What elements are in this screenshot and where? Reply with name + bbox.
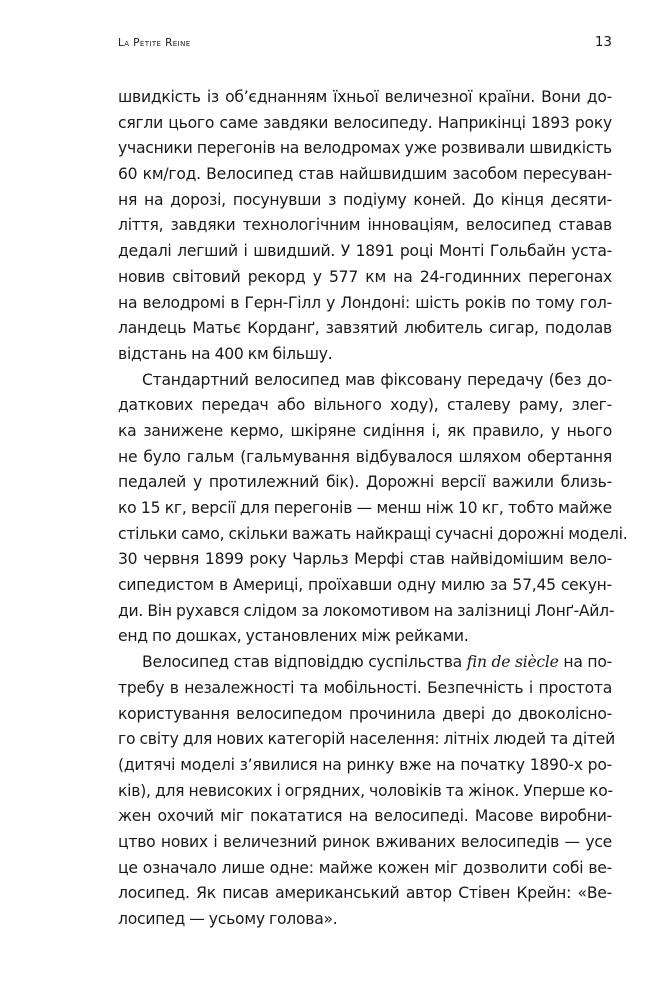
text-line: ня на дорозі, посунувши з подіуму коней. До кінця десяти- [118,190,612,209]
italic-phrase: fin de siècle [466,653,559,672]
text-line [118,650,612,676]
text-line: новив світовий рекорд у 577 км на 24-годинних перегонах [118,267,612,286]
text-line: жен охочий міг покататися на велосипеді. Масове виробни- [118,807,612,826]
text-line: 60 км/год. Велосипед став найшвидшим засобом пересуван- [118,165,612,184]
text-line: го світу для нових категорій населення: літніх людей та дітей [118,730,615,749]
text-line: стільки само, скільки важать найкращі сучасні дорожні моделі. [118,524,628,543]
text-line: ко 15 кг, версії для перегонів — менш ніж 10 кг, тобто майже [118,499,612,517]
paragraph-3 [118,650,615,933]
text-line: сягли цього саме завдяки велосипеду. Наприкінці 1893 року [118,113,612,132]
text-line: сипедистом в Америці, проїхавши одну милю за 57,45 секун- [118,576,612,595]
text-line: швидкість із об’єднанням їхньої величезної країни. Вони до- [118,88,612,106]
text-line: відстань на 400 км більшу. [118,344,333,363]
page-number: 13 [594,34,612,50]
text-line: учасники перегонів на велодромах уже розвивали швидкість [118,139,612,158]
text-line: ків), для невисоких і огрядних, чоловіків та жінок. Уперше ко- [118,781,613,800]
text-line: енд по дошках, установлених між рейками. [118,627,469,646]
paragraph-2 [118,368,628,651]
text-line: педалей у протилежний бік). Дорожні версії важили близь- [118,473,612,492]
paragraph-1 [118,85,612,368]
text-line: на велодромі в Герн-Гілл у Лондоні: шість років по тому гол- [118,293,612,312]
text-span: Велосипед став відповіддю суспільства [142,653,467,672]
text-line: дедалі легший і швидший. У 1891 році Монті Гольбайн уста- [118,242,612,261]
text-span: на по- [558,653,613,672]
text-line: цтво нових і величезний ринок вживаних велосипедів — усе [118,832,612,851]
body-text [118,85,628,933]
text-line: лосипед. Як писав американський автор Стівен Крейн: «Ве- [118,884,612,903]
text-line: Стандартний велосипед мав фіксовану передачу (без до- [142,370,612,389]
text-line: (дитячі моделі з’явилися на ринку вже на початку 1890-х ро- [118,755,612,774]
text-line: ліття, завдяки технологічним інноваціям, велосипед ставав [118,216,612,235]
text-line: ка занижене кермо, шкіряне сидіння і, як правило, у нього [118,421,612,440]
text-line: даткових передач або вільного ходу), сталеву раму, злег- [118,396,612,415]
text-line: не було гальм (гальмування відбувалося шляхом обертання [118,447,612,466]
text-line: лосипед — усьому голова». [118,910,338,928]
text-line: користування велосипедом прочинила двері до двоколісно- [118,704,612,723]
text-line: це означало лише одне: майже кожен міг дозволити собі ве- [118,858,612,877]
running-head: La Petite Reine [118,37,191,49]
text-line: ландець Матьє Корданґ, завзятий любитель сигар, подолав [118,319,612,338]
text-line: требу в незалежності та мобільності. Безпечність і простота [118,678,612,697]
text-line: ди. Він рухався слідом за локомотивом на залізниці Лонґ-Айл- [118,601,615,620]
text-line: 30 червня 1899 року Чарльз Мерфі став найвідомішим вело- [118,550,612,569]
